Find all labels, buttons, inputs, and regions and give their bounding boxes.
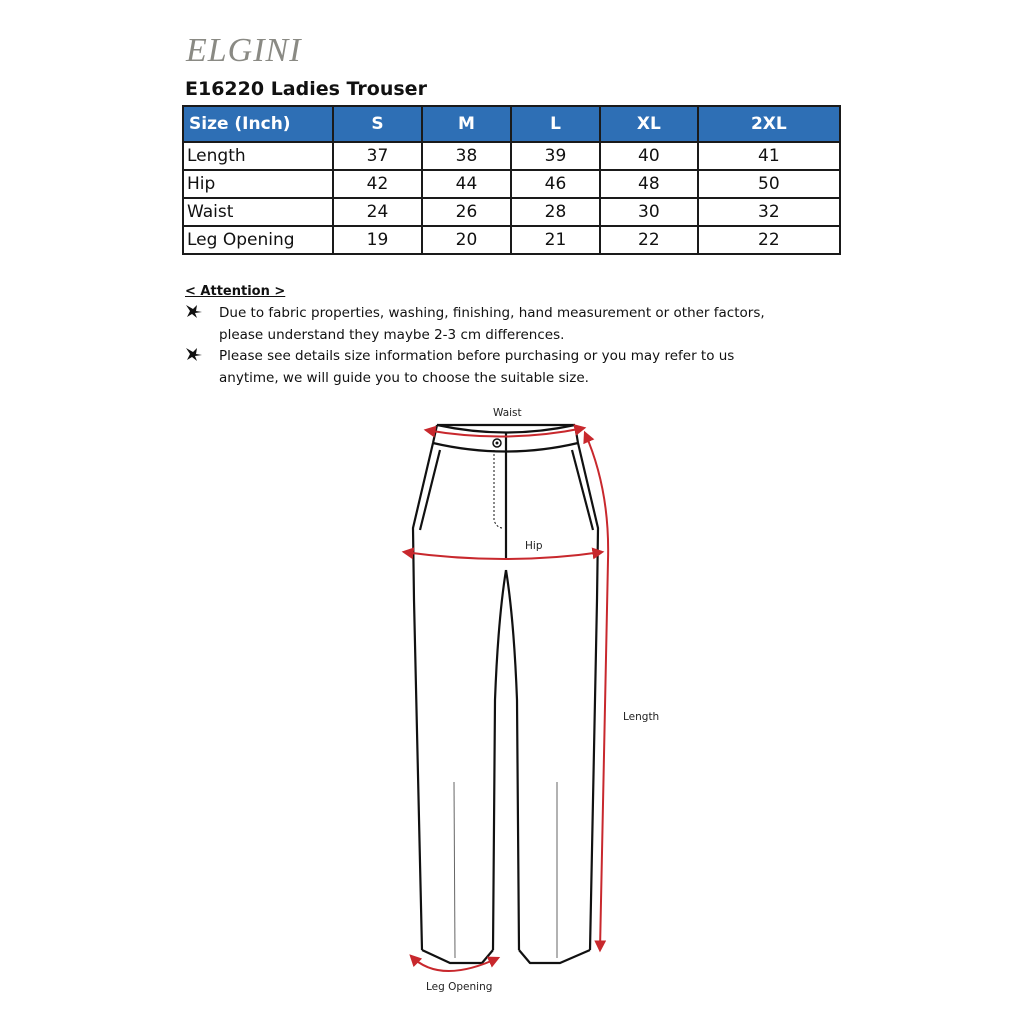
row-label: Leg Opening: [183, 226, 333, 254]
product-title: E16220 Ladies Trouser: [185, 78, 427, 100]
table-cell: 24: [333, 198, 422, 226]
table-cell: 48: [600, 170, 698, 198]
row-label: Hip: [183, 170, 333, 198]
table-cell: 38: [422, 142, 511, 170]
table-cell: 44: [422, 170, 511, 198]
table-cell: 28: [511, 198, 600, 226]
row-label: Waist: [183, 198, 333, 226]
column-header-l: L: [511, 106, 600, 142]
table-cell: 32: [698, 198, 840, 226]
attention-note-text: Please see details size information before purchasing or you may refer to us anytime, we will guide you to choose the suitable size.: [219, 348, 735, 386]
table-cell: 19: [333, 226, 422, 254]
brand-logo: ELGINI: [186, 32, 302, 69]
row-label: Length: [183, 142, 333, 170]
table-cell: 50: [698, 170, 840, 198]
column-header-xl: XL: [600, 106, 698, 142]
table-cell: 22: [600, 226, 698, 254]
table-cell: 21: [511, 226, 600, 254]
column-header-size: Size (Inch): [183, 106, 333, 142]
table-cell: 37: [333, 142, 422, 170]
table-cell: 42: [333, 170, 422, 198]
table-cell: 22: [698, 226, 840, 254]
table-cell: 20: [422, 226, 511, 254]
hip-label: Hip: [525, 540, 543, 552]
column-header-s: S: [333, 106, 422, 142]
attention-note-text: Due to fabric properties, washing, finishing, hand measurement or other factors, please understand they maybe 2-3 cm differences.: [219, 305, 765, 343]
table-cell: 46: [511, 170, 600, 198]
length-label: Length: [623, 711, 660, 723]
table-cell: 30: [600, 198, 698, 226]
table-cell: 39: [511, 142, 600, 170]
attention-heading: < Attention >: [185, 284, 286, 299]
waist-label: Waist: [493, 407, 522, 419]
column-header-m: M: [422, 106, 511, 142]
trouser-outline: [413, 425, 598, 963]
table-cell: 41: [698, 142, 840, 170]
column-header-2xl: 2XL: [698, 106, 840, 142]
table-cell: 26: [422, 198, 511, 226]
hip-arrow: [404, 552, 602, 559]
table-cell: 40: [600, 142, 698, 170]
leg-opening-label: Leg Opening: [426, 981, 493, 993]
